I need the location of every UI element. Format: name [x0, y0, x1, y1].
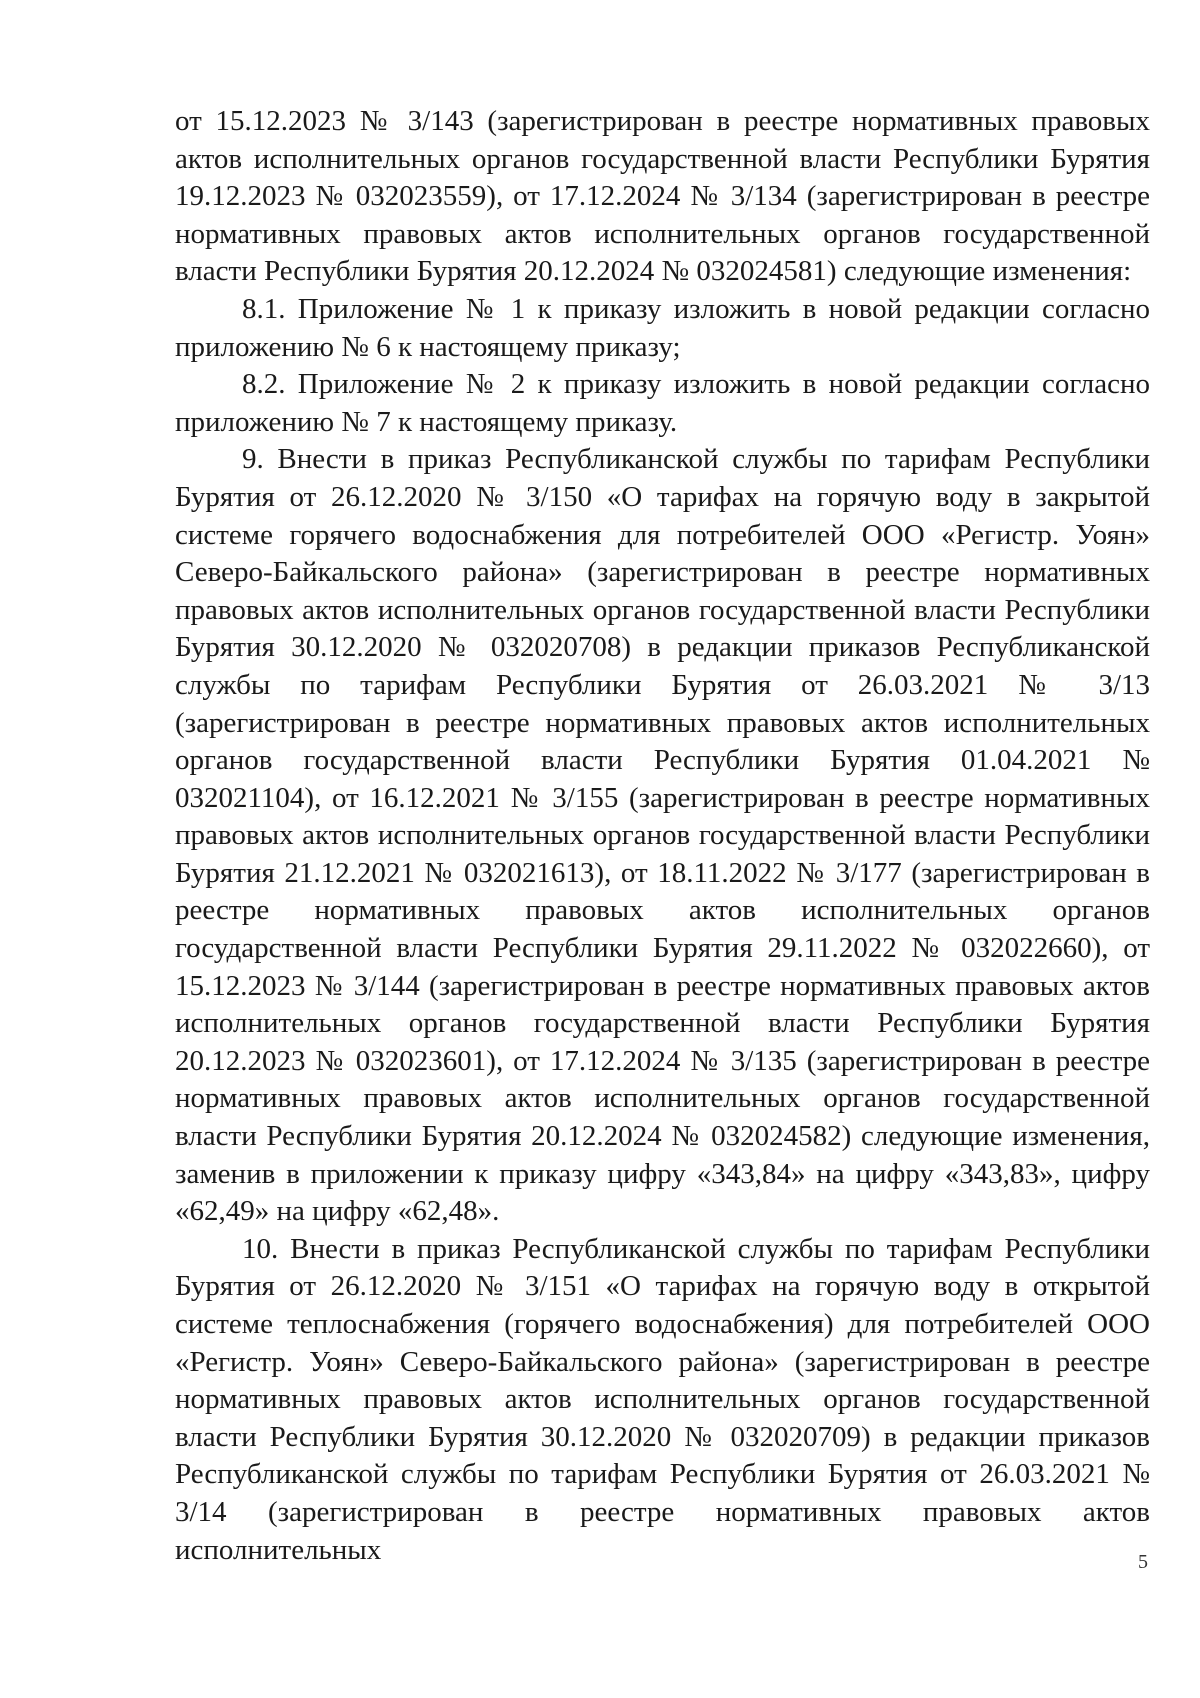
paragraph-9: 9. Внести в приказ Республиканской службы по тарифам Республики Бурятия от 26.12.2020 № 3/150 «О тарифах на горячую воду в закрытой системе горячего водоснабжения для потребителей ООО «Регистр. Уоян» Северо-Байкальского района» (зарегистрирован в реестре нормативных правовых актов исполнительных органов государственной власти Республики Бурятия 30.12.2020 № 032020708) в редакции приказов Республиканской службы по тарифам Республики Бурятия от 26.03.2021 № 3/13 (зарегистрирован в реестре нормативных правовых актов исполнительных органов государственной власти Республики Бурятия 01.04.2021 № 032021104), от 16.12.2021 № 3/155 (зарегистрирован в реестре нормативных правовых актов исполнительных органов государственной власти Республики Бурятия 21.12.2021 № 032021613), от 18.11.2022 № 3/177 (зарегистрирован в реестре нормативных правовых актов исполнительных органов государственной власти Республики Бурятия 29.11.2022 № 032022660), от 15.12.2023 № 3/144 (зарегистрирован в реестре нормативных правовых актов исполнительных органов государственной власти Республики Бурятия 20.12.2023 № 032023601), от 17.12.2024 № 3/135 (зарегистрирован в реестре нормативных правовых актов исполнительных органов государственной власти Республики Бурятия 20.12.2024 № 032024582) следующие изменения, заменив в приложении к приказу цифру «343,84» на цифру «343,83», цифру «62,49» на цифру «62,48». [175, 443, 1150, 1228]
paragraph-10: 10. Внести в приказ Республиканской службы по тарифам Республики Бурятия от 26.12.2020 № 3/151 «О тарифах на горячую воду в открытой системе теплоснабжения (горячего водоснабжения) для потребителей ООО «Регистр. Уоян» Северо-Байкальского района» (зарегистрирован в реестре нормативных правовых актов исполнительных органов государственной власти Республики Бурятия 30.12.2020 № 032020709) в редакции приказов Республиканской службы по тарифам Республики Бурятия от 26.03.2021 № 3/14 (зарегистрирован в реестре нормативных правовых актов исполнительных [175, 1232, 1150, 1566]
paragraph-continuation: от 15.12.2023 № 3/143 (зарегистрирован в реестре нормативных правовых актов исполнительных органов государственной власти Республики Бурятия 19.12.2023 № 032023559), от 17.12.2024 № 3/134 (зарегистрирован в реестре нормативных правовых актов исполнительных органов государственной власти Республики Бурятия 20.12.2024 № 032024581) следующие изменения: [175, 105, 1150, 288]
paragraph-8-1: 8.1. Приложение № 1 к приказу изложить в новой редакции согласно приложению № 6 к настоящему приказу; [175, 292, 1150, 363]
page-number: 5 [1138, 1551, 1148, 1573]
document-body [175, 103, 1150, 1569]
paragraph-8-2: 8.2. Приложение № 2 к приказу изложить в новой редакции согласно приложению № 7 к настоящему приказу. [175, 368, 1150, 438]
